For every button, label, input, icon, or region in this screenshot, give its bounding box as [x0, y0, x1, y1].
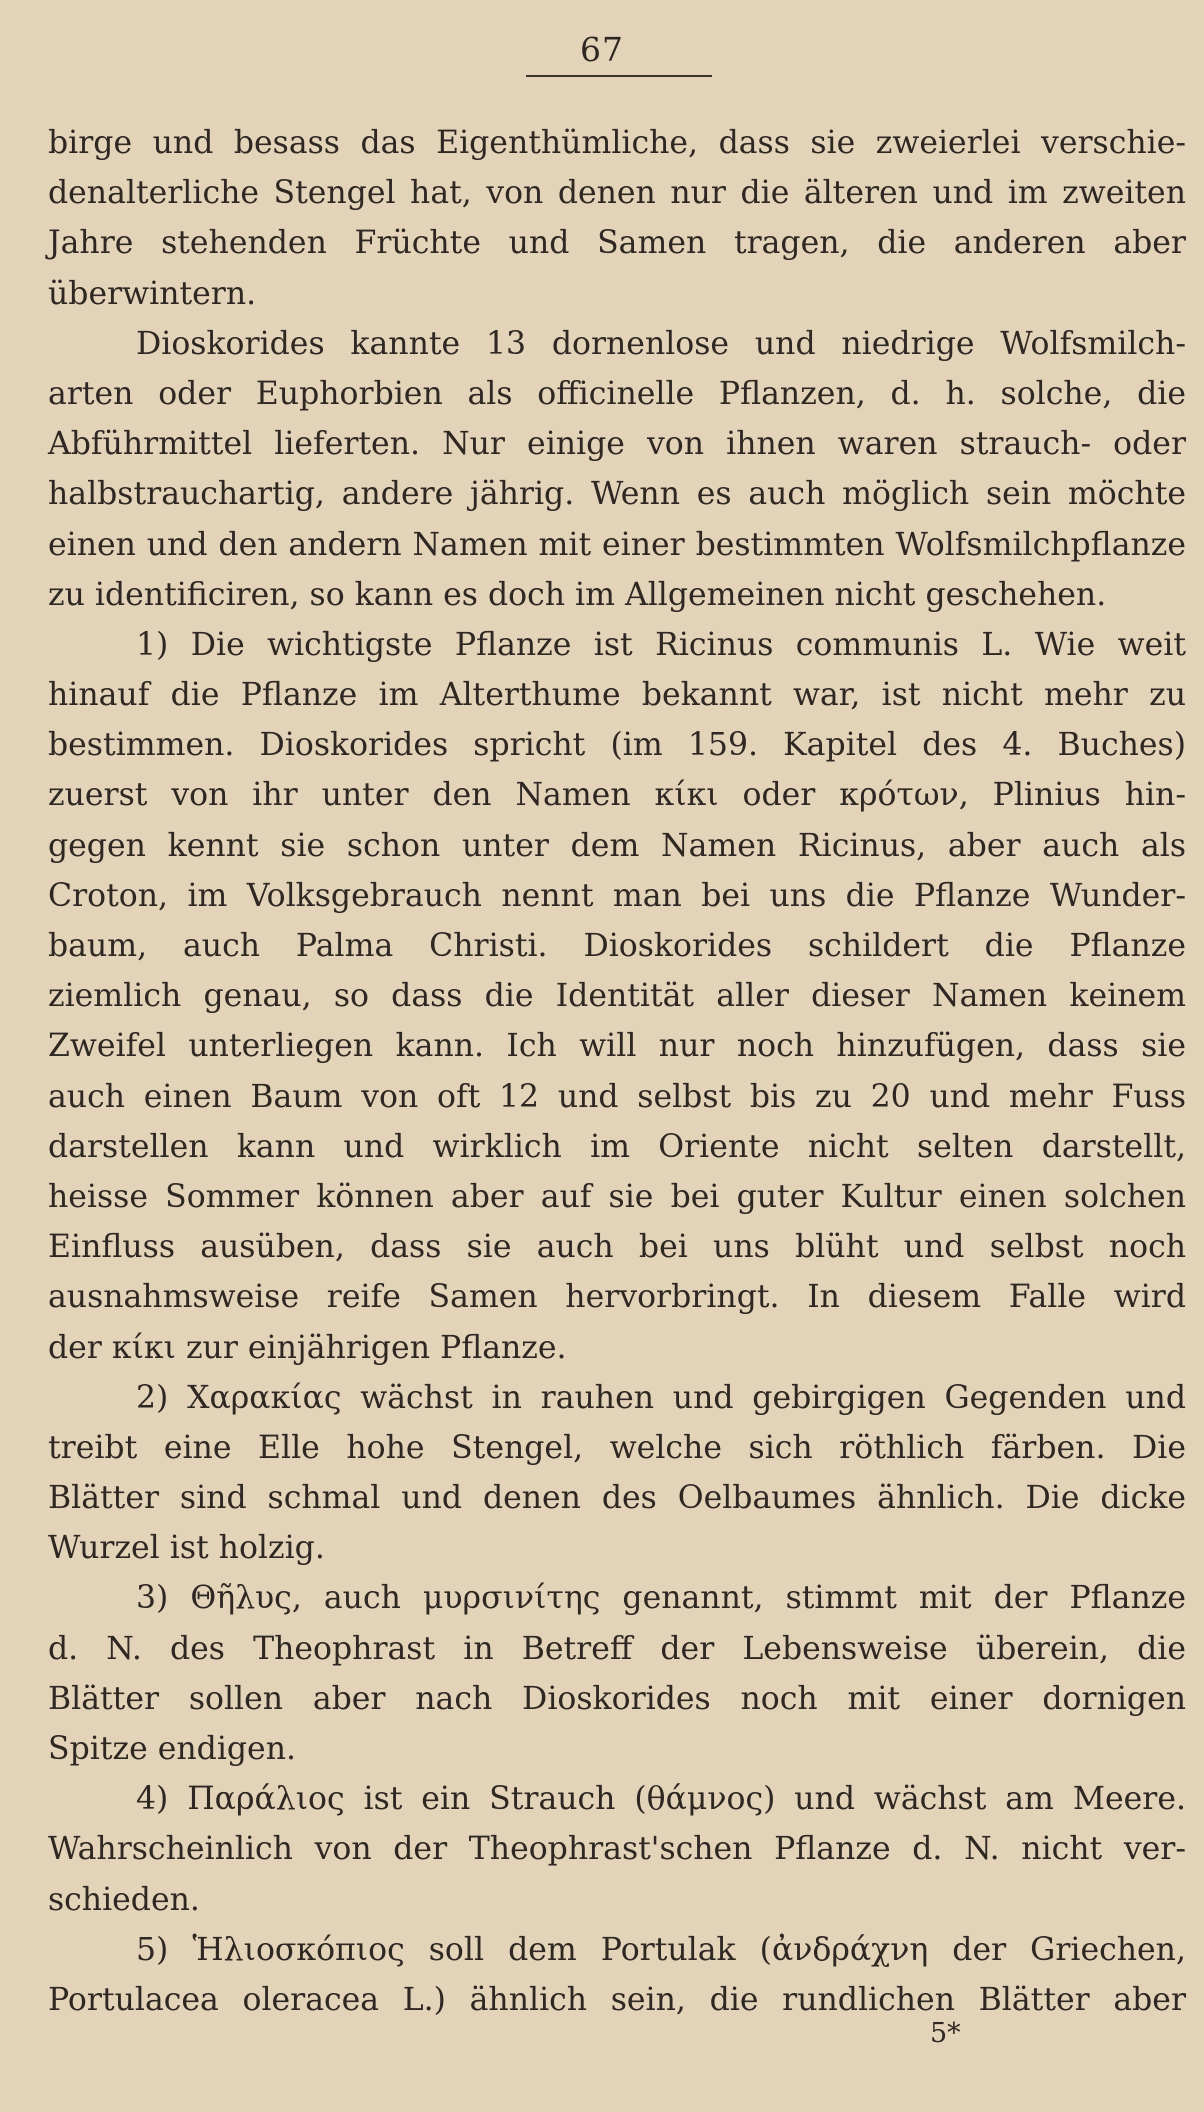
text-line: 3) Θῆλυς, auch μυρσινίτης genannt, stimmt mit der Pflanze — [136, 1580, 1186, 1617]
text-line: Wurzel ist holzig. — [48, 1530, 325, 1567]
text-line: 2) Χαρακίας wächst in rauhen und gebirgigen Gegenden und — [136, 1379, 1186, 1416]
text-line: Abführmittel lieferten. Nur einige von ihnen waren strauch- oder — [48, 426, 1186, 463]
text-line: überwintern. — [48, 275, 257, 312]
header-rule — [526, 75, 712, 77]
text-line: einen und den andern Namen mit einer bestimmten Wolfsmilchpflanze — [48, 526, 1186, 563]
text-line: halbstrauchartig, andere jährig. Wenn es auch möglich sein möchte — [48, 476, 1186, 513]
body-text — [48, 118, 1186, 2025]
text-line: auch einen Baum von oft 12 und selbst bis zu 20 und mehr Fuss — [48, 1078, 1186, 1115]
text-line: denalterliche Stengel hat, von denen nur die älteren und im zweiten — [48, 175, 1186, 212]
text-line: heisse Sommer können aber auf sie bei guter Kultur einen solchen — [48, 1178, 1186, 1215]
text-line: Jahre stehenden Früchte und Samen tragen, die anderen aber — [48, 225, 1186, 262]
text-line: 5) Ἡλιοσκόπιος soll dem Portulak (ἀνδράχνη der Griechen, — [136, 1931, 1186, 1968]
text-line: Croton, im Volksgebrauch nennt man bei uns die Pflanze Wunder- — [48, 877, 1186, 914]
text-line: 1) Die wichtigste Pflanze ist Ricinus communis L. Wie weit — [136, 626, 1186, 663]
text-line: birge und besass das Eigenthümliche, dass sie zweierlei verschie- — [48, 125, 1186, 161]
text-line: Blätter sind schmal und denen des Oelbaumes ähnlich. Die dicke — [48, 1480, 1186, 1517]
text-line: hinauf die Pflanze im Alterthume bekannt war, ist nicht mehr zu — [48, 677, 1186, 714]
text-line: darstellen kann und wirklich im Oriente nicht selten darstellt, — [48, 1128, 1186, 1165]
page-number: 67 — [580, 30, 624, 69]
text-line: schieden. — [48, 1881, 200, 1918]
text-line: baum, auch Palma Christi. Dioskorides schildert die Pflanze — [48, 928, 1186, 964]
text-line: Spitze endigen. — [48, 1731, 297, 1767]
text-line: Dioskorides kannte 13 dornenlose und niedrige Wolfsmilch- — [136, 325, 1186, 362]
text-line: zuerst von ihr unter den Namen κίκι oder κρότων, Plinius hin- — [48, 777, 1186, 814]
text-line: treibt eine Elle hohe Stengel, welche sich röthlich färben. Die — [48, 1429, 1186, 1466]
signature-mark: 5* — [930, 2018, 961, 2049]
text-line: d. N. des Theophrast in Betreff der Lebensweise überein, die — [48, 1630, 1186, 1667]
text-line: ausnahmsweise reife Samen hervorbringt. In diesem Falle wird — [48, 1279, 1186, 1316]
text-line: Blätter sollen aber nach Dioskorides noch mit einer dornigen — [48, 1680, 1186, 1717]
text-line: 4) Παράλιος ist ein Strauch (θάμνος) und wächst am Meere. — [136, 1781, 1186, 1818]
text-line: arten oder Euphorbien als officinelle Pflanzen, d. h. solche, die — [48, 375, 1186, 412]
text-line: zu identificiren, so kann es doch im Allgemeinen nicht geschehen. — [48, 576, 1107, 613]
text-line: bestimmen. Dioskorides spricht (im 159. Kapitel des 4. Buches) — [48, 727, 1186, 764]
text-line: gegen kennt sie schon unter dem Namen Ricinus, aber auch als — [48, 827, 1186, 864]
text-line: ziemlich genau, so dass die Identität aller dieser Namen keinem — [48, 978, 1186, 1015]
text-line: Einfluss ausüben, dass sie auch bei uns blüht und selbst noch — [48, 1229, 1186, 1266]
text-line: Zweifel unterliegen kann. Ich will nur noch hinzufügen, dass sie — [48, 1028, 1186, 1065]
text-line: Wahrscheinlich von der Theophrast'schen Pflanze d. N. nicht ver- — [48, 1831, 1186, 1868]
text-line: Portulacea oleracea L.) ähnlich sein, die rundlichen Blätter aber — [48, 1981, 1186, 2018]
text-line: der κίκι zur einjährigen Pflanze. — [48, 1329, 567, 1366]
